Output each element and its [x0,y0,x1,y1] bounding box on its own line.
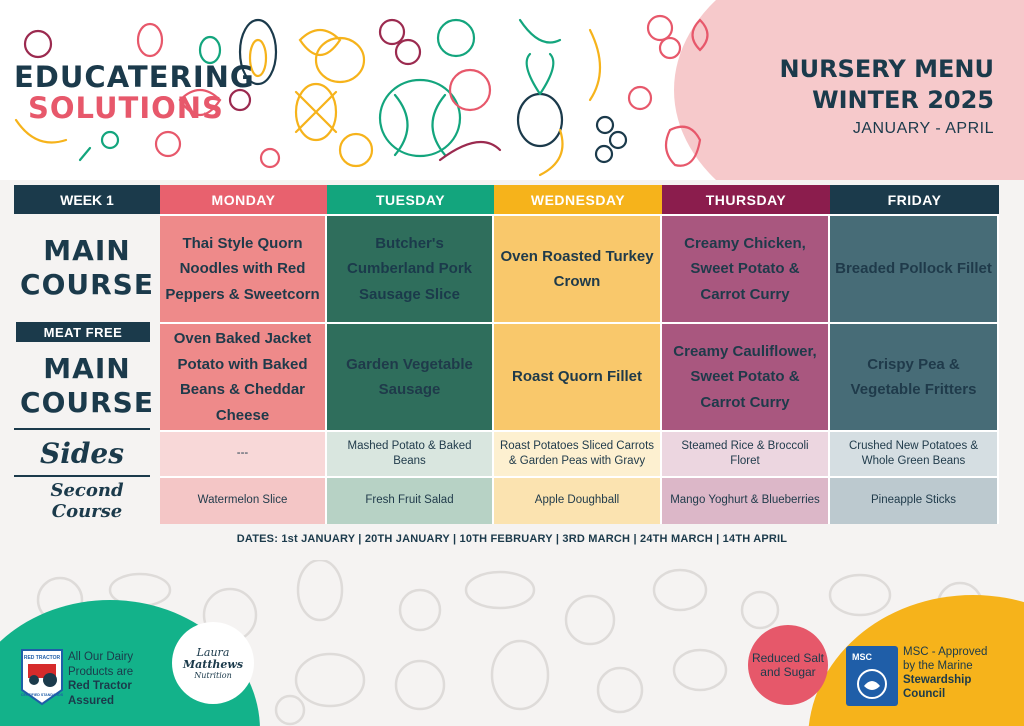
msc-logo-text: MSC [852,652,872,662]
week-label: WEEK 1 [14,185,160,214]
logo-text-line2: SOLUTIONS [28,91,224,125]
day-header-wednesday: WEDNESDAY [494,185,662,214]
meat-free-badge: MEAT FREE [16,322,150,342]
dairy-line2: Products are [68,665,134,678]
dairy-line3: Red Tractor [68,680,132,692]
laura-line3: Nutrition [194,670,232,680]
meat-free-wednesday: Roast Quorn Fillet [494,322,662,430]
second-course-friday: Pineapple Sticks [830,476,999,524]
msc-line2: by the Marine [903,660,973,672]
msc-approved-text [903,645,1013,701]
red-tractor-logo-icon [20,648,64,706]
main-course-friday: Breaded Pollock Fillet [830,214,999,322]
second-course-wednesday: Apple Doughball [494,476,662,524]
second-course-thursday: Mango Yoghurt & Blueberries [662,476,830,524]
laura-matthews-logo [172,622,254,704]
msc-fish-icon [846,646,898,706]
msc-line3: Stewardship [903,674,972,686]
msc-line1: MSC - Approved [903,646,988,658]
menu-title [780,54,995,142]
dairy-line4: Assured [68,694,115,707]
dairy-line1: All Our Dairy [68,651,134,663]
day-header-monday: MONDAY [160,185,327,214]
divider [14,428,150,430]
header [0,0,1024,180]
reduced-salt-sugar-badge: Reduced Salt and Sugar [748,625,828,705]
menu-dates: DATES: 1st JANUARY | 20TH JANUARY | 10TH FEBRUARY | 3RD MARCH | 24TH MARCH | 14TH APRIL [236,533,788,545]
red-tractor-bottom-text: CERTIFIED STANDARDS [20,693,64,697]
main-course-tuesday: Butcher's Cumberland Pork Sausage Slice [327,214,494,322]
msc-line4: Council [903,688,946,700]
second-course-monday: Watermelon Slice [160,476,327,524]
educatering-logo [14,62,255,124]
meat-free-monday: Oven Baked Jacket Potato with Baked Beans & Cheddar Cheese [160,322,327,430]
meat-free-tuesday: Garden Vegetable Sausage [327,322,494,430]
meat-free-thursday: Creamy Cauliflower, Sweet Potato & Carrot Curry [662,322,830,430]
sides-monday: --- [160,430,327,476]
sides-friday: Crushed New Potatoes & Whole Green Beans [830,430,999,476]
title-line2: WINTER 2025 [812,86,994,114]
sides-thursday: Steamed Rice & Broccoli Floret [662,430,830,476]
msc-logo [846,646,898,706]
meat-free-friday: Crispy Pea & Vegetable Fritters [830,322,999,430]
logo-text-line1: EDUCATERING [14,60,255,94]
title-line1: NURSERY MENU [779,55,994,83]
second-course-label: Second Course [50,480,124,522]
red-tractor-top-text: RED TRACTOR [23,655,61,661]
meat-free-label-line1: MAIN [43,352,131,385]
sides-tuesday: Mashed Potato & Baked Beans [327,430,494,476]
main-course-label [14,227,160,309]
sides-label: Sides [39,436,124,470]
main-course-monday: Thai Style Quorn Noodles with Red Peppers & Sweetcorn [160,214,327,322]
second-course-tuesday: Fresh Fruit Salad [327,476,494,524]
sides-wednesday: Roast Potatoes Sliced Carrots & Garden Peas with Gravy [494,430,662,476]
meat-free-label-line2: COURSE [20,386,154,419]
title-date-range: JANUARY - APRIL [852,120,994,137]
main-course-label-line2: COURSE [20,268,154,301]
meat-free-main-label [14,347,160,425]
main-course-label-line1: MAIN [43,234,131,267]
laura-line2: Matthews [182,657,244,671]
divider [14,475,150,477]
day-header-friday: FRIDAY [830,185,999,214]
laura-line1: Laura [196,645,230,659]
main-course-wednesday: Oven Roasted Turkey Crown [494,214,662,322]
day-header-thursday: THURSDAY [662,185,830,214]
day-header-tuesday: TUESDAY [327,185,494,214]
main-course-thursday: Creamy Chicken, Sweet Potato & Carrot Curry [662,214,830,322]
dairy-assurance-text [68,650,158,708]
